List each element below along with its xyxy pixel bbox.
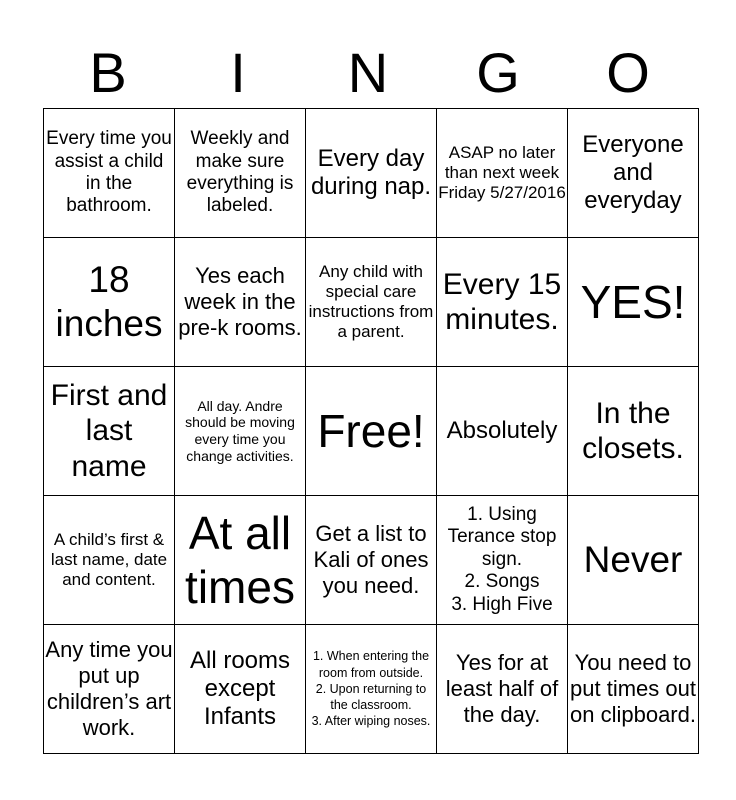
bingo-cell[interactable]: YES! [568, 238, 699, 367]
bingo-cell[interactable]: In the closets. [568, 367, 699, 496]
board-row [44, 109, 699, 238]
bingo-cell[interactable]: 18 inches [44, 238, 175, 367]
free-cell[interactable]: Free! [306, 367, 437, 496]
bingo-cell[interactable]: Everyone and everyday [568, 109, 699, 238]
board-row [44, 238, 699, 367]
board-row [44, 625, 699, 754]
bingo-cell[interactable]: Yes each week in the pre-k rooms. [175, 238, 306, 367]
header-letter-o: O [606, 41, 650, 104]
bingo-header [43, 38, 693, 108]
bingo-cell[interactable]: First and last name [44, 367, 175, 496]
bingo-cell[interactable]: Any child with special care instructions from a parent. [306, 238, 437, 367]
bingo-cell[interactable]: All rooms except Infants [175, 625, 306, 754]
bingo-cell[interactable]: Weekly and make sure everything is labeled. [175, 109, 306, 238]
bingo-cell[interactable]: Every 15 minutes. [437, 238, 568, 367]
bingo-cell[interactable]: 1. Using Terance stop sign. 2. Songs 3. High Five [437, 496, 568, 625]
bingo-cell[interactable]: You need to put times out on clipboard. [568, 625, 699, 754]
bingo-cell[interactable]: At all times [175, 496, 306, 625]
board-row [44, 367, 699, 496]
header-letter-n: N [347, 41, 389, 104]
header-letter-b: B [89, 41, 127, 104]
bingo-cell[interactable]: A child’s first & last name, date and content. [44, 496, 175, 625]
bingo-cell[interactable]: ASAP no later than next week Friday 5/27/2016 [437, 109, 568, 238]
bingo-cell[interactable]: Get a list to Kali of ones you need. [306, 496, 437, 625]
bingo-cell[interactable]: Absolutely [437, 367, 568, 496]
bingo-board [43, 108, 699, 754]
header-letter-g: G [476, 41, 520, 104]
bingo-cell[interactable]: Any time you put up children’s art work. [44, 625, 175, 754]
bingo-cell[interactable]: Yes for at least half of the day. [437, 625, 568, 754]
bingo-cell[interactable]: 1. When entering the room from outside. 2. Upon returning to the classroom. 3. After wiping noses. [306, 625, 437, 754]
bingo-cell[interactable]: Every time you assist a child in the bathroom. [44, 109, 175, 238]
bingo-cell[interactable]: Every day during nap. [306, 109, 437, 238]
bingo-cell[interactable]: Never [568, 496, 699, 625]
board-row [44, 496, 699, 625]
header-letter-i: I [230, 41, 246, 104]
bingo-cell[interactable]: All day. Andre should be moving every time you change activities. [175, 367, 306, 496]
